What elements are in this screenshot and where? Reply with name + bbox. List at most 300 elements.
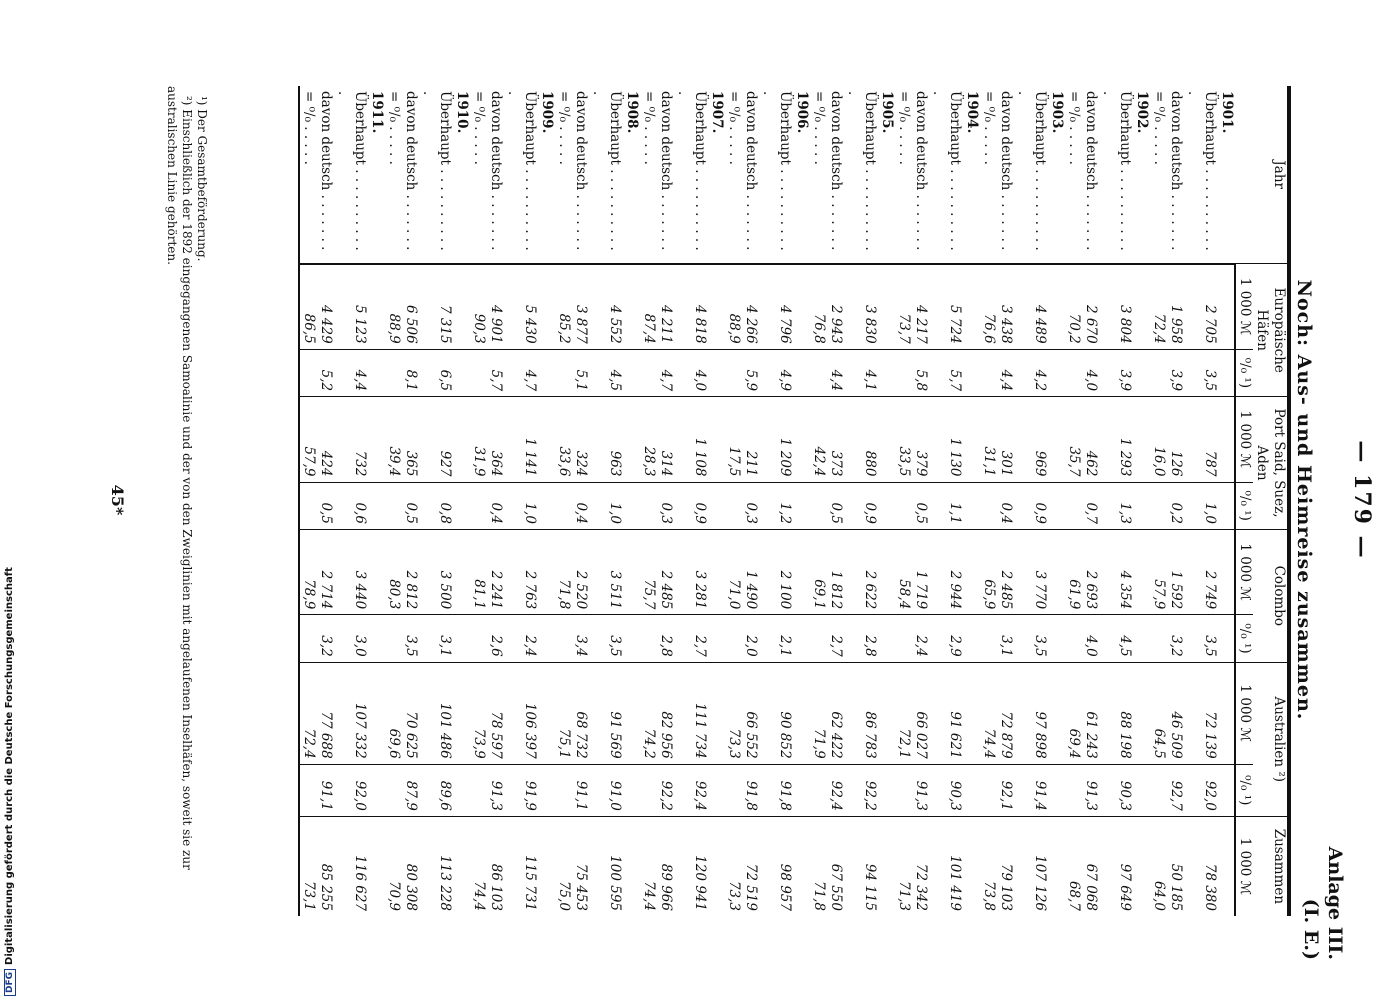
year-row — [1048, 86, 1065, 916]
blank-cell — [623, 349, 640, 396]
blank-cell — [708, 662, 725, 764]
value-cell: 85,2 — [555, 264, 572, 349]
year-label: 1903. — [1048, 86, 1065, 264]
value-cell: 73,7 — [895, 264, 912, 349]
value-cell: 90,3 — [1099, 764, 1133, 816]
value-cell: 3,2 — [1167, 615, 1184, 662]
value-cell: 61,9 — [1065, 529, 1082, 614]
german-row — [657, 86, 674, 916]
year-row — [708, 86, 725, 916]
header-europe: Europäische Häfen — [1253, 264, 1289, 397]
blank-cell — [1133, 764, 1150, 816]
blank-cell — [1048, 816, 1065, 916]
total-row — [929, 86, 963, 916]
value-cell: 91,0 — [589, 764, 623, 816]
value-cell — [810, 615, 827, 662]
value-cell — [1150, 615, 1167, 662]
blank-cell — [1048, 615, 1065, 662]
value-cell: 69,6 — [385, 662, 402, 764]
value-cell — [555, 349, 572, 396]
value-cell: 57,9 — [299, 397, 317, 482]
value-cell: 4 818 — [674, 264, 708, 349]
value-cell: 111 734 — [674, 662, 708, 764]
row-label: davon deutsch . . . . . . . — [997, 86, 1014, 264]
value-cell: 50 185 — [1167, 816, 1184, 916]
value-cell: 364 — [487, 397, 504, 482]
row-label: = ⁰/₀ . . . . . — [810, 86, 827, 264]
row-label: = ⁰/₀ . . . . . — [640, 86, 657, 264]
blank-cell — [1048, 662, 1065, 764]
value-cell: 91,9 — [504, 764, 538, 816]
blank-cell — [793, 529, 810, 614]
value-cell: 88 198 — [1099, 662, 1133, 764]
value-cell: 379 — [912, 397, 929, 482]
value-cell: 2,0 — [742, 615, 759, 662]
value-cell: 8,1 — [402, 349, 419, 396]
total-row — [504, 86, 538, 916]
value-cell: 0,9 — [674, 482, 708, 529]
value-cell: 113 228 — [419, 816, 453, 916]
value-cell: 1 209 — [759, 397, 793, 482]
blank-cell — [878, 662, 895, 764]
pct-row — [299, 86, 317, 916]
row-label: = ⁰/₀ . . . . . — [299, 86, 317, 264]
value-cell: 4 796 — [759, 264, 793, 349]
year-label: 1910. — [453, 86, 470, 264]
value-cell — [299, 764, 317, 816]
value-cell: 46 509 — [1167, 662, 1184, 764]
value-cell: 4,0 — [674, 349, 708, 396]
value-cell — [385, 764, 402, 816]
blank-cell — [1133, 264, 1150, 349]
value-cell: 71,9 — [810, 662, 827, 764]
value-cell: 5,2 — [317, 349, 334, 396]
blank-cell — [368, 816, 385, 916]
row-label: Überhaupt . . . . . . . . . . . — [334, 86, 368, 264]
blank-cell — [623, 482, 640, 529]
row-label: = ⁰/₀ . . . . . — [725, 86, 742, 264]
value-cell: 126 — [1167, 397, 1184, 482]
value-cell: 3 511 — [589, 529, 623, 614]
value-cell: 101 486 — [419, 662, 453, 764]
value-cell: 72 879 — [997, 662, 1014, 764]
value-cell: 79 103 — [997, 816, 1014, 916]
blank-cell — [538, 764, 555, 816]
value-cell: 106 397 — [504, 662, 538, 764]
total-row — [844, 86, 878, 916]
blank-cell — [368, 615, 385, 662]
blank-cell — [623, 264, 640, 349]
value-cell — [895, 482, 912, 529]
blank-cell — [538, 662, 555, 764]
value-cell: 0,4 — [487, 482, 504, 529]
blank-cell — [368, 662, 385, 764]
value-cell: 1,2 — [759, 482, 793, 529]
value-cell — [895, 764, 912, 816]
value-cell: 2,8 — [844, 615, 878, 662]
value-cell: 91,1 — [572, 764, 589, 816]
row-label: Überhaupt . . . . . . . . . . . — [929, 86, 963, 264]
dfg-notice — [4, 567, 16, 996]
value-cell: 732 — [334, 397, 368, 482]
row-label: Überhaupt . . . . . . . . . . . — [419, 86, 453, 264]
value-cell: 86,5 — [299, 264, 317, 349]
pct-row — [470, 86, 487, 916]
value-cell: 2,4 — [912, 615, 929, 662]
value-cell: 69,4 — [1065, 662, 1082, 764]
value-cell: 5,7 — [929, 349, 963, 396]
value-cell: 3,0 — [334, 615, 368, 662]
pct-row — [1150, 86, 1167, 916]
value-cell: 3 438 — [997, 264, 1014, 349]
value-cell — [1150, 482, 1167, 529]
german-row — [317, 86, 334, 916]
blank-cell — [1133, 662, 1150, 764]
value-cell — [810, 349, 827, 396]
row-label: = ⁰/₀ . . . . . — [555, 86, 572, 264]
german-row — [742, 86, 759, 916]
value-cell — [385, 349, 402, 396]
value-cell: 80 308 — [402, 816, 419, 916]
blank-cell — [453, 816, 470, 916]
row-label: = ⁰/₀ . . . . . — [470, 86, 487, 264]
value-cell: 115 731 — [504, 816, 538, 916]
value-cell: 7 315 — [419, 264, 453, 349]
value-cell: 72 342 — [912, 816, 929, 916]
blank-cell — [1218, 816, 1235, 916]
value-cell: 4 489 — [1014, 264, 1048, 349]
german-row — [487, 86, 504, 916]
total-row — [1099, 86, 1133, 916]
value-cell — [980, 482, 997, 529]
value-cell: 71,8 — [555, 529, 572, 614]
page-number: — 179 — — [1349, 440, 1375, 560]
value-cell: 462 — [1082, 397, 1099, 482]
value-cell: 91 569 — [589, 662, 623, 764]
value-cell: 68 732 — [572, 662, 589, 764]
blank-cell — [453, 482, 470, 529]
blank-cell — [1133, 349, 1150, 396]
value-cell: 76,6 — [980, 264, 997, 349]
german-row — [912, 86, 929, 916]
year-label: 1902. — [1133, 86, 1150, 264]
value-cell — [555, 482, 572, 529]
value-cell: 2,7 — [827, 615, 844, 662]
blank-cell — [708, 529, 725, 614]
pct-row — [725, 86, 742, 916]
value-cell: 92,2 — [844, 764, 878, 816]
value-cell: 1 108 — [674, 397, 708, 482]
value-cell: 92,4 — [674, 764, 708, 816]
table-title: Noch: Aus- und Heimreise zusammen. — [1293, 279, 1315, 721]
value-cell: 5,1 — [572, 349, 589, 396]
value-cell — [299, 615, 317, 662]
value-cell: 4,5 — [1099, 615, 1133, 662]
value-cell: 116 627 — [334, 816, 368, 916]
total-row — [1014, 86, 1048, 916]
value-cell: 1 293 — [1099, 397, 1133, 482]
value-cell: 1 719 — [912, 529, 929, 614]
value-cell: 73,8 — [980, 816, 997, 916]
value-cell: 92,2 — [657, 764, 674, 816]
value-cell: 75,0 — [555, 816, 572, 916]
blank-cell — [1133, 615, 1150, 662]
blank-cell — [1048, 529, 1065, 614]
value-cell: 5 123 — [334, 264, 368, 349]
value-cell: 5,9 — [742, 349, 759, 396]
year-label: 1911. — [368, 86, 385, 264]
value-cell — [470, 349, 487, 396]
value-cell: 4 211 — [657, 264, 674, 349]
blank-cell — [963, 529, 980, 614]
blank-cell — [538, 816, 555, 916]
value-cell: 0,9 — [1014, 482, 1048, 529]
value-cell: 97 898 — [1014, 662, 1048, 764]
value-cell: 101 419 — [929, 816, 963, 916]
value-cell — [810, 764, 827, 816]
year-label: 1908. — [623, 86, 640, 264]
value-cell: 86 783 — [844, 662, 878, 764]
value-cell — [640, 349, 657, 396]
pct-row — [980, 86, 997, 916]
value-cell: 97 649 — [1099, 816, 1133, 916]
blank-cell — [878, 397, 895, 482]
value-cell: 0,2 — [1167, 482, 1184, 529]
total-row — [334, 86, 368, 916]
value-cell: 1 958 — [1167, 264, 1184, 349]
value-cell: 91,3 — [912, 764, 929, 816]
value-cell: 373 — [827, 397, 844, 482]
value-cell — [640, 615, 657, 662]
value-cell: 98 957 — [759, 816, 793, 916]
value-cell — [980, 349, 997, 396]
value-cell: 2,9 — [929, 615, 963, 662]
blank-cell — [793, 662, 810, 764]
value-cell: 16,0 — [1150, 397, 1167, 482]
value-cell: 89,6 — [419, 764, 453, 816]
row-label: Überhaupt . . . . . . . . . . . — [589, 86, 623, 264]
blank-cell — [453, 397, 470, 482]
appendix-line1: Anlage III. — [1324, 846, 1346, 960]
value-cell: 65,9 — [980, 529, 997, 614]
german-row — [997, 86, 1014, 916]
value-cell: 42,4 — [810, 397, 827, 482]
value-cell: 3 440 — [334, 529, 368, 614]
blank-cell — [1133, 529, 1150, 614]
year-row — [1133, 86, 1150, 916]
value-cell: 66 027 — [912, 662, 929, 764]
value-cell — [470, 615, 487, 662]
value-cell: 3,5 — [1184, 615, 1218, 662]
value-cell: 92,0 — [1184, 764, 1218, 816]
year-row — [623, 86, 640, 916]
value-cell: 4,4 — [334, 349, 368, 396]
value-cell: 71,8 — [810, 816, 827, 916]
value-cell: 0,5 — [402, 482, 419, 529]
blank-cell — [368, 264, 385, 349]
value-cell: 72,4 — [299, 662, 317, 764]
blank-cell — [708, 816, 725, 916]
blank-cell — [878, 529, 895, 614]
value-cell — [299, 349, 317, 396]
dfg-text: Digitalisierung gefördert durch die Deutsche Forschungsgemeinschaft — [4, 567, 15, 965]
blank-cell — [453, 662, 470, 764]
value-cell — [980, 764, 997, 816]
value-cell: 963 — [589, 397, 623, 482]
header-jahr: Jahr — [1235, 86, 1289, 264]
row-label: davon deutsch . . . . . . . — [1082, 86, 1099, 264]
unit-cell: ⁰/₀ ¹) — [1235, 764, 1253, 816]
blank-cell — [963, 349, 980, 396]
value-cell — [725, 764, 742, 816]
value-cell: 33,6 — [555, 397, 572, 482]
value-cell: 2 485 — [657, 529, 674, 614]
total-row — [674, 86, 708, 916]
pct-row — [555, 86, 572, 916]
value-cell: 4 901 — [487, 264, 504, 349]
unit-cell: 1 000 ℳ — [1235, 264, 1253, 349]
value-cell: 2 812 — [402, 529, 419, 614]
value-cell: 2 763 — [504, 529, 538, 614]
value-cell: 72,1 — [895, 662, 912, 764]
value-cell: 78 597 — [487, 662, 504, 764]
value-cell: 4,1 — [844, 349, 878, 396]
value-cell: 78 380 — [1184, 816, 1218, 916]
value-cell: 3,5 — [1184, 349, 1218, 396]
value-cell: 70,9 — [385, 816, 402, 916]
value-cell: 4,7 — [657, 349, 674, 396]
blank-cell — [453, 615, 470, 662]
value-cell: 74,4 — [980, 662, 997, 764]
year-row — [538, 86, 555, 916]
blank-cell — [963, 816, 980, 916]
blank-cell — [963, 482, 980, 529]
value-cell — [1065, 349, 1082, 396]
value-cell: 0,5 — [827, 482, 844, 529]
header-port-said: Port Said, Suez, Aden — [1253, 397, 1289, 530]
blank-cell — [793, 349, 810, 396]
blank-cell — [1048, 482, 1065, 529]
value-cell: 2 520 — [572, 529, 589, 614]
blank-cell — [1048, 764, 1065, 816]
value-cell: 4 429 — [317, 264, 334, 349]
value-cell: 31,1 — [980, 397, 997, 482]
value-cell: 2 670 — [1082, 264, 1099, 349]
blank-cell — [1218, 482, 1235, 529]
blank-cell — [793, 482, 810, 529]
row-label: Überhaupt . . . . . . . . . . . — [759, 86, 793, 264]
row-label: = ⁰/₀ . . . . . — [980, 86, 997, 264]
value-cell — [725, 482, 742, 529]
value-cell: 3 830 — [844, 264, 878, 349]
value-cell: 33,5 — [895, 397, 912, 482]
blank-cell — [878, 615, 895, 662]
value-cell: 4 266 — [742, 264, 759, 349]
unit-cell: ⁰/₀ ¹) — [1235, 615, 1253, 662]
pct-row — [895, 86, 912, 916]
value-cell — [1065, 615, 1082, 662]
value-cell: 39,4 — [385, 397, 402, 482]
row-label: davon deutsch . . . . . . . — [1167, 86, 1184, 264]
value-cell: 74,4 — [470, 816, 487, 916]
value-cell: 107 332 — [334, 662, 368, 764]
value-cell — [470, 764, 487, 816]
value-cell: 77 688 — [317, 662, 334, 764]
table-body — [299, 86, 1235, 916]
footnote-1: ¹) Der Gesamtbeförderung. — [195, 96, 209, 262]
german-row — [827, 86, 844, 916]
blank-cell — [1048, 264, 1065, 349]
blank-cell — [368, 397, 385, 482]
year-row — [793, 86, 810, 916]
total-row — [589, 86, 623, 916]
blank-cell — [963, 764, 980, 816]
value-cell: 1,3 — [1099, 482, 1133, 529]
value-cell: 3,1 — [419, 615, 453, 662]
pct-row — [1065, 86, 1082, 916]
blank-cell — [793, 764, 810, 816]
value-cell: 91,8 — [742, 764, 759, 816]
value-cell: 91,8 — [759, 764, 793, 816]
unit-cell: 1 000 ℳ — [1235, 816, 1253, 916]
value-cell: 17,5 — [725, 397, 742, 482]
value-cell: 67 068 — [1082, 816, 1099, 916]
value-cell: 324 — [572, 397, 589, 482]
value-cell — [725, 349, 742, 396]
value-cell: 0,4 — [997, 482, 1014, 529]
header-total: Zusammen — [1253, 816, 1289, 916]
value-cell: 2,4 — [504, 615, 538, 662]
total-row — [419, 86, 453, 916]
value-cell: 62 422 — [827, 662, 844, 764]
value-cell — [810, 482, 827, 529]
value-cell: 3,5 — [1014, 615, 1048, 662]
value-cell — [895, 349, 912, 396]
value-cell: 72 519 — [742, 816, 759, 916]
value-cell: 2 714 — [317, 529, 334, 614]
blank-cell — [1218, 529, 1235, 614]
row-label: davon deutsch . . . . . . . — [912, 86, 929, 264]
year-label: 1907. — [708, 86, 725, 264]
blank-cell — [878, 816, 895, 916]
value-cell: 92,1 — [997, 764, 1014, 816]
value-cell — [1065, 764, 1082, 816]
blank-cell — [1133, 816, 1150, 916]
value-cell: 1,0 — [504, 482, 538, 529]
value-cell — [555, 764, 572, 816]
value-cell: 0,4 — [572, 482, 589, 529]
year-label: 1904. — [963, 86, 980, 264]
value-cell: 87,9 — [402, 764, 419, 816]
german-row — [402, 86, 419, 916]
header-australia: Australien ²) — [1253, 662, 1289, 816]
blank-cell — [453, 264, 470, 349]
value-cell: 4,2 — [1014, 349, 1048, 396]
blank-cell — [708, 349, 725, 396]
value-cell: 91,3 — [1082, 764, 1099, 816]
value-cell: 92,0 — [334, 764, 368, 816]
value-cell — [555, 615, 572, 662]
blank-cell — [368, 764, 385, 816]
value-cell: 3,5 — [402, 615, 419, 662]
blank-cell — [623, 764, 640, 816]
statistics-table — [298, 86, 1291, 916]
blank-cell — [878, 349, 895, 396]
value-cell: 72 139 — [1184, 662, 1218, 764]
blank-cell — [708, 615, 725, 662]
value-cell: 314 — [657, 397, 674, 482]
value-cell: 70,2 — [1065, 264, 1082, 349]
